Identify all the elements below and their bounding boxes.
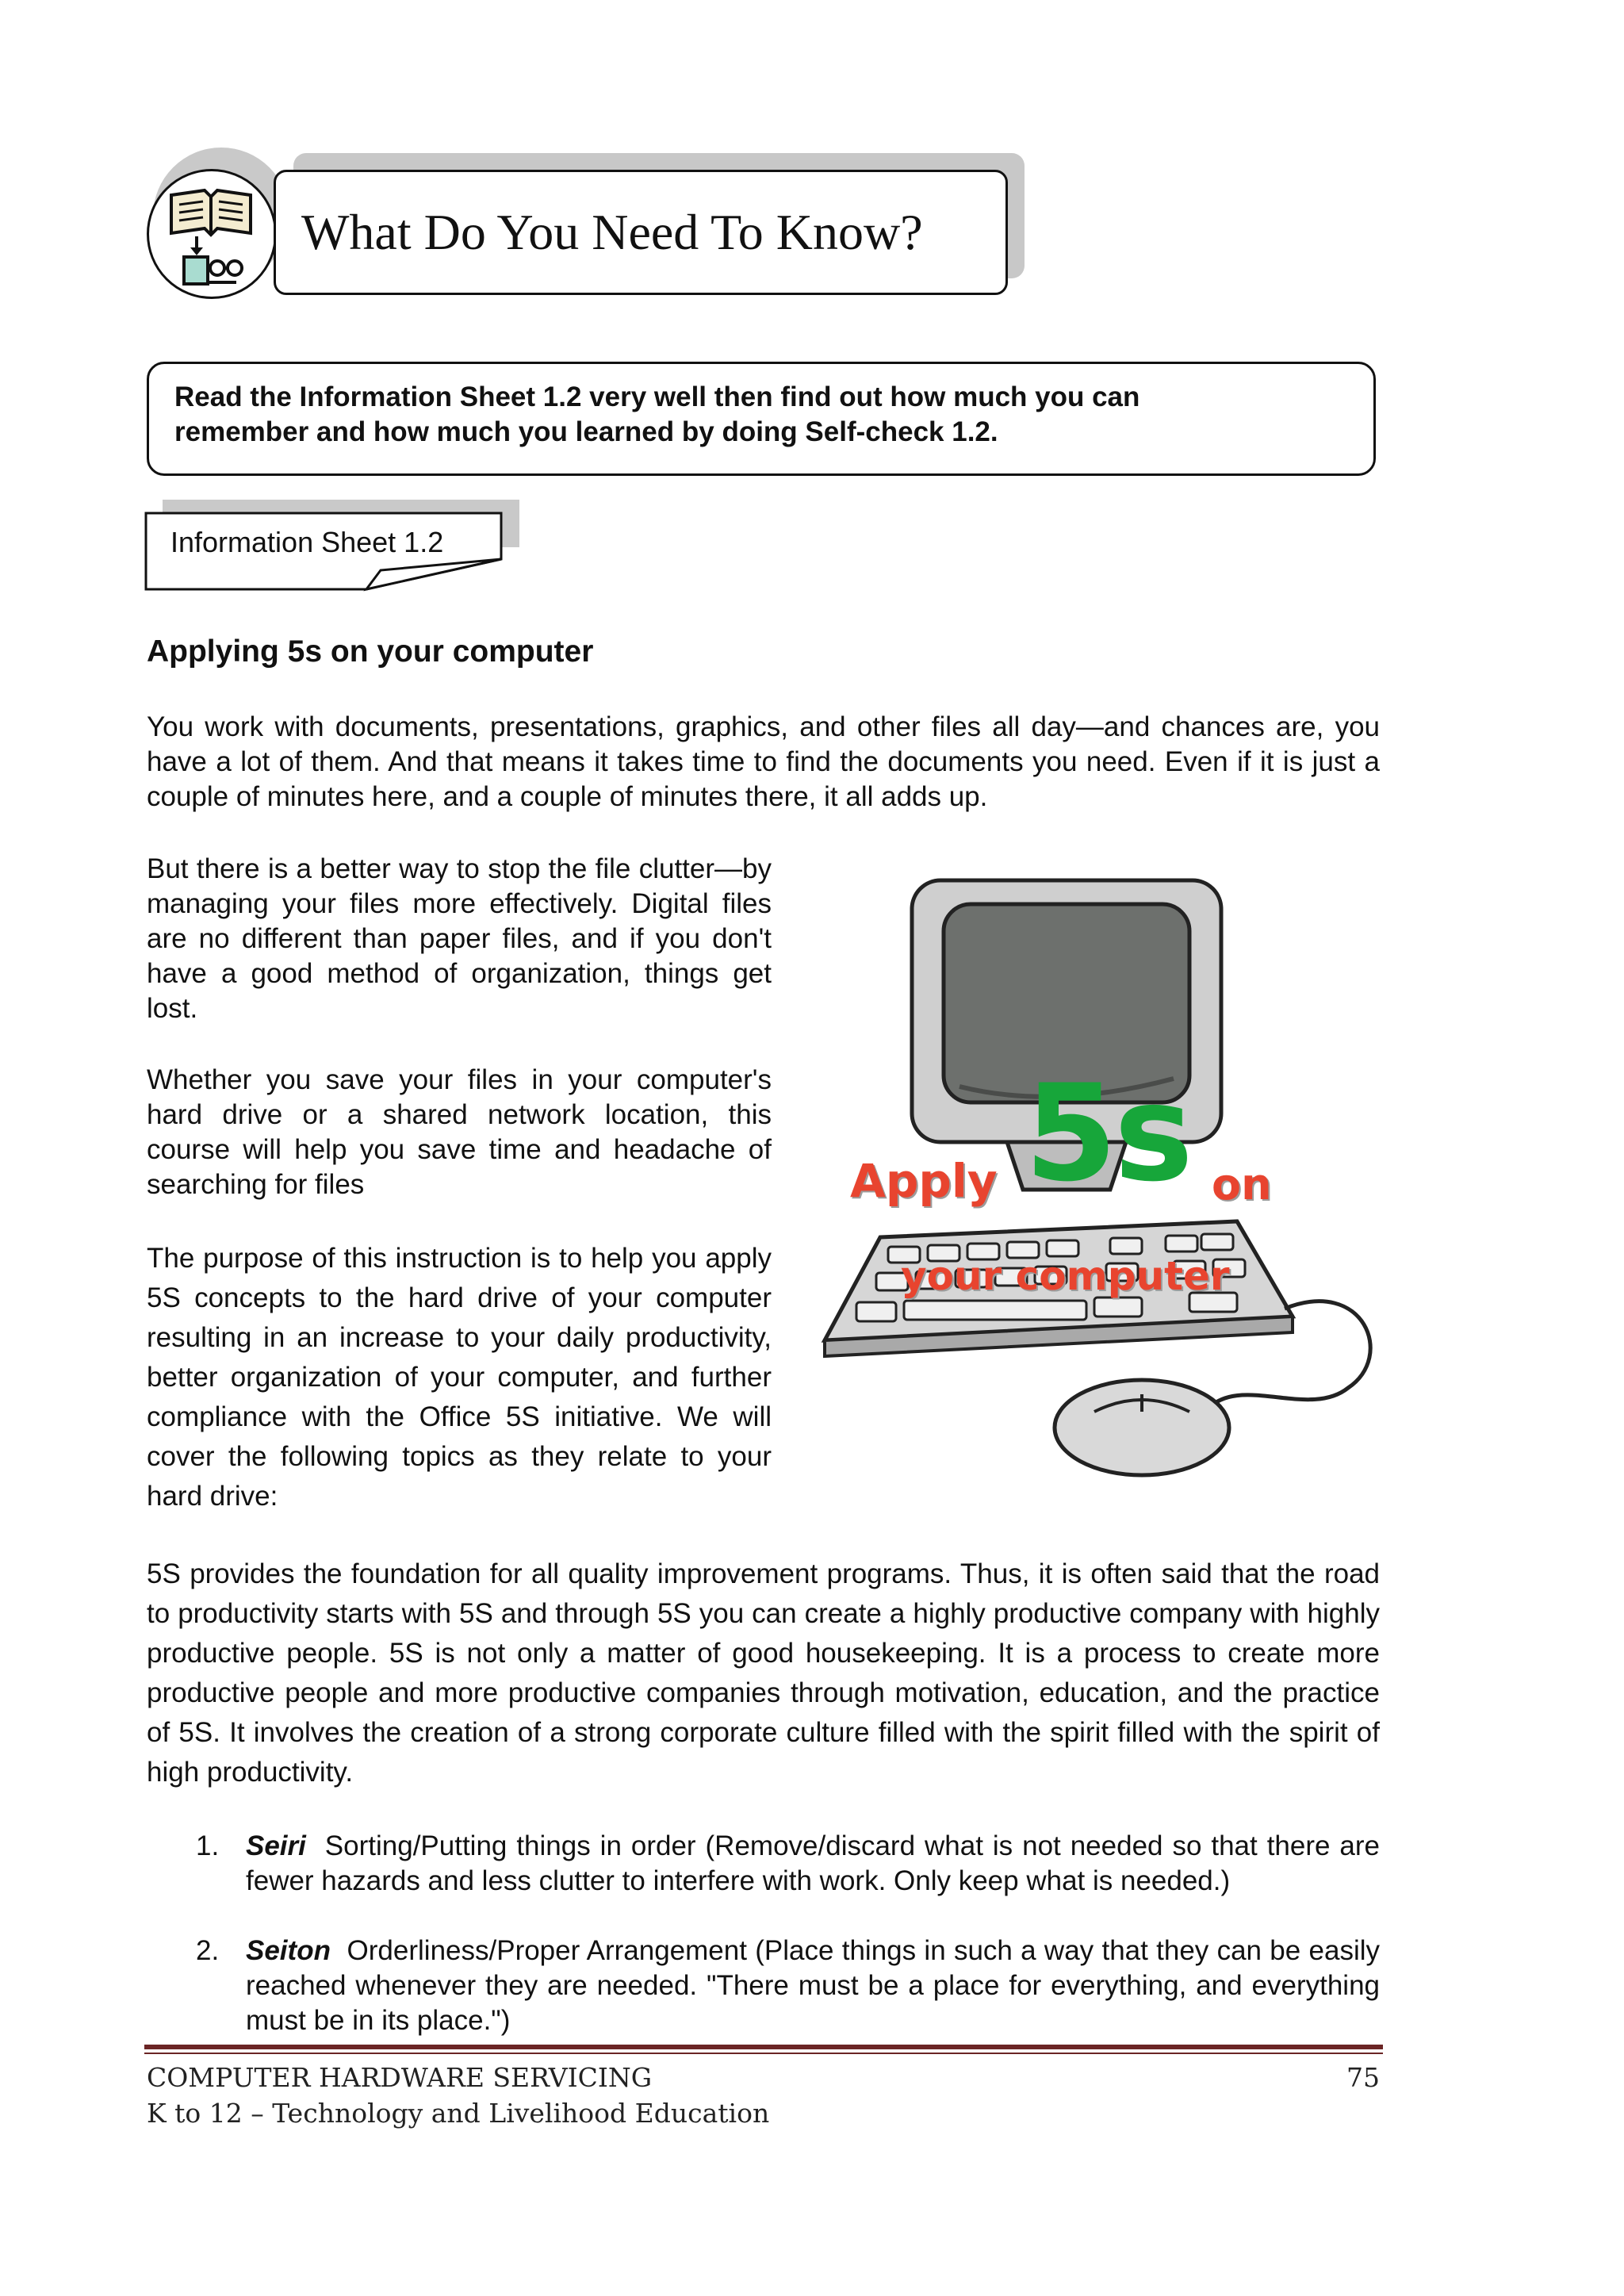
- paragraph-file-clutter: But there is a better way to stop the file clutter—by managing your files more effectively. Digital files are no different than paper files, and if you don't have a good method of organization, things get lost.: [147, 853, 772, 1024]
- info-sheet-label: Information Sheet 1.2: [170, 526, 444, 558]
- illustration-apply-text: Apply: [850, 1154, 998, 1208]
- list-item: [147, 1829, 1380, 1899]
- list-item-term: Seiton: [246, 1935, 331, 1966]
- instruction-box: Read the Information Sheet 1.2 very well then find out how much you can remember and how much you learned by doing Self-check 1.2.: [147, 362, 1376, 476]
- list-item-term: Seiri: [246, 1830, 306, 1861]
- paragraph-save-files: Whether you save your files in your computer's hard drive or a shared network location, this course will help you save time and headache of searching for files: [147, 1064, 772, 1200]
- paragraph-5s-foundation: 5S provides the foundation for all quality improvement programs. Thus, it is often said that the road to productivity starts with 5S and through 5S you can create a highly productive company with highly productive people. 5S is not only a matter of good housekeeping. It is a process to create more productive people and more productive companies through motivation, education, and the practice of 5S. It involves the creation of a strong corporate culture filled with the spirit filled with the spirit of high productivity.: [147, 1558, 1380, 1788]
- paragraph-intro: You work with documents, presentations, graphics, and other files all day—and chances are, you have a lot of them. And that means it takes time to find the documents you need. Even if it is just a couple of minutes here, and a couple of minutes there, it all adds up.: [147, 711, 1380, 812]
- page-title: What Do You Need To Know?: [274, 170, 1008, 295]
- paragraph-purpose: The purpose of this instruction is to help you apply 5S concepts to the hard drive of your computer resulting in an increase to your daily productivity, better organization of your computer, and further compliance with the Office 5S initiative. We will cover the following topics as they relate to your hard drive:: [147, 1243, 772, 1512]
- list-item-description: Orderliness/Proper Arrangement (Place things in such a way that they can be easily reached whenever they are needed. "There must be a place for everything, and everything must be in its place."): [246, 1935, 1381, 2036]
- section-heading: Applying 5s on your computer: [147, 634, 594, 669]
- footer-program: K to 12 – Technology and Livelihood Education: [147, 2098, 770, 2129]
- footer-rule: [144, 2045, 1383, 2049]
- footer-rule-thin: [144, 2053, 1383, 2054]
- footer-course-title: COMPUTER HARDWARE SERVICING: [147, 2062, 653, 2093]
- list-item-description: Sorting/Putting things in order (Remove/discard what is not needed so that there are fewer hazards and less clutter to interfere with work. Only keep what is needed.): [246, 1830, 1380, 1896]
- reading-person-icon: [147, 169, 277, 299]
- list-item: [147, 1934, 1380, 2038]
- list-item-number: 1.: [196, 1830, 220, 1861]
- illustration-your-computer-text: your computer: [901, 1253, 1230, 1299]
- list-item-number: 2.: [196, 1935, 220, 1966]
- illustration-on-text: on: [1212, 1159, 1272, 1209]
- illustration-5s-text: 5s: [1025, 1056, 1190, 1211]
- page-number: 75: [1346, 2062, 1380, 2093]
